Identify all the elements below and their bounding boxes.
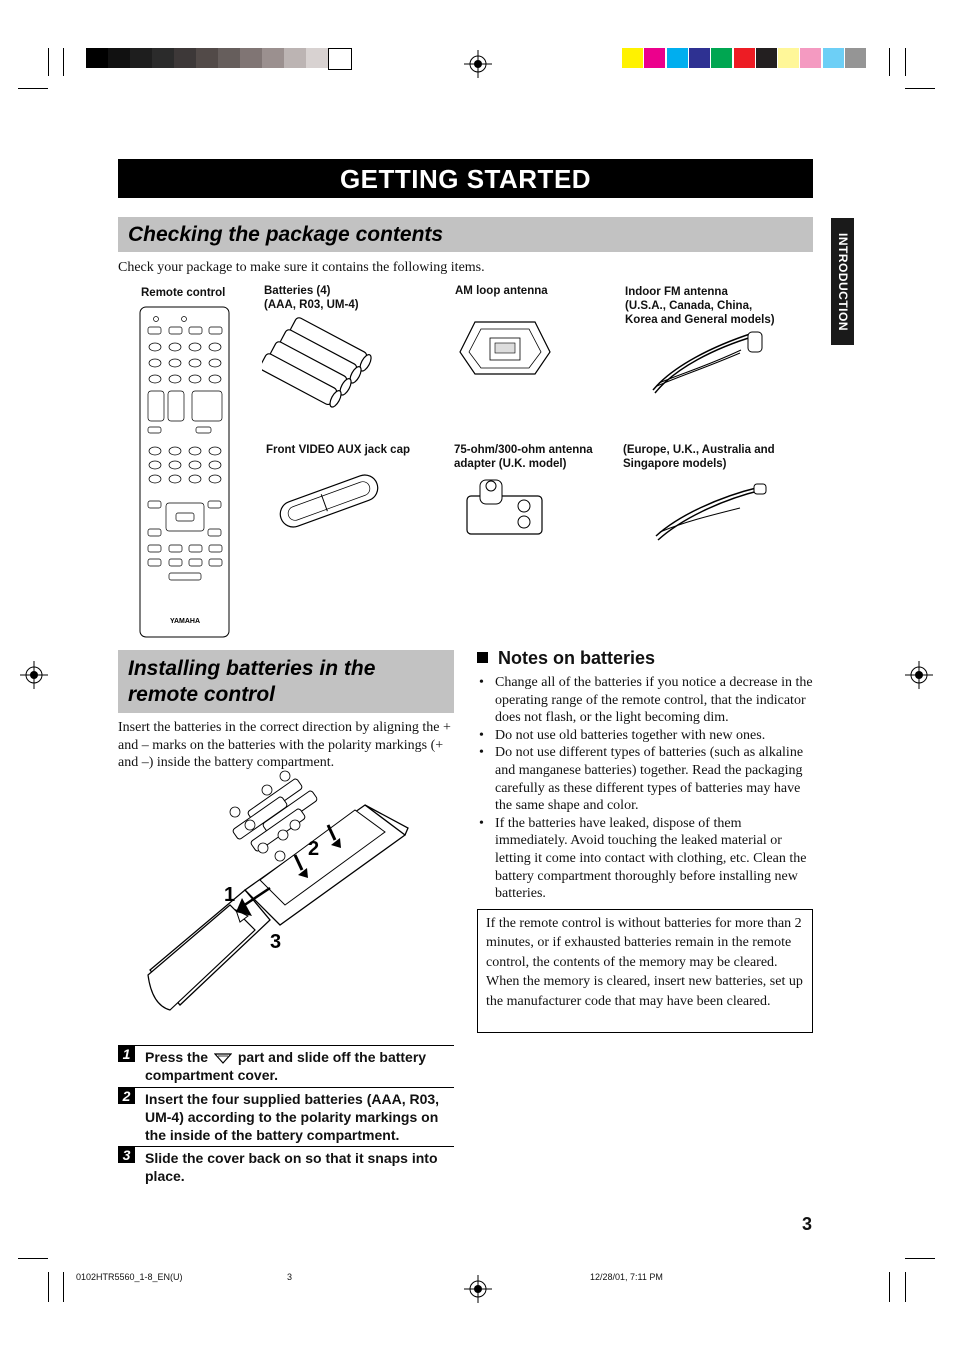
- grayscale-swatch: [174, 48, 196, 68]
- notes-list: [477, 674, 814, 903]
- label-antenna-adapter: 75-ohm/300-ohm antenna adapter (U.K. model): [454, 444, 593, 470]
- process-color-swatch: [823, 48, 844, 68]
- package-intro: Check your package to make sure it contains the following items.: [118, 260, 485, 275]
- figure-label-3: 3: [270, 931, 282, 953]
- process-color-swatch: [644, 48, 665, 68]
- step-2: [118, 1087, 454, 1146]
- registration-mark-left: [20, 661, 48, 689]
- grayscale-swatch: [284, 48, 306, 68]
- page-banner: GETTING STARTED: [118, 159, 813, 198]
- grayscale-swatch: [130, 48, 152, 68]
- remote-brand-logo: YAMAHA: [169, 618, 201, 625]
- step-1-number: 1: [118, 1046, 135, 1062]
- step-3: [118, 1146, 454, 1187]
- antenna-adapter-illustration: [462, 474, 552, 539]
- fm-antenna-illustration: [645, 328, 770, 403]
- notes-list-item: • If the batteries have leaked, dispose of them immediately. Avoid touching the leaked material or letting it come into contact with clothing, etc. Clean the battery compartment thoroughly before installing new batteries.: [477, 815, 814, 903]
- label-jack-cap: Front VIDEO AUX jack cap: [266, 444, 410, 456]
- label-fm-antenna: Indoor FM antenna (U.S.A., Canada, China, Korea and General models): [625, 286, 775, 326]
- registration-mark-right: [905, 661, 933, 689]
- step-2-number: 2: [118, 1088, 135, 1104]
- process-color-swatch: [689, 48, 710, 68]
- section-heading-batteries-text: Installing batteries in the remote control: [128, 657, 376, 706]
- notes-heading-text: Notes on batteries: [498, 648, 656, 668]
- figure-label-2: 2: [308, 838, 320, 860]
- process-color-swatch: [800, 48, 821, 68]
- footer-page: 3: [287, 1272, 293, 1282]
- step-3-text: Slide the cover back on so that it snaps into place.: [145, 1150, 438, 1184]
- batteries-intro: Insert the batteries in the correct direction by aligning the + and – marks on the batteries with the polarity markings (+ and –) inside the battery compartment.: [118, 720, 451, 771]
- notes-list-item: • Do not use different types of batteries (such as alkaline and manganese batteries) together. Read the packaging carefully as these different types of batteries may have the same shape and color.: [477, 744, 814, 814]
- am-loop-antenna-illustration: [455, 312, 555, 382]
- step-1-text-before: Press the: [145, 1049, 209, 1065]
- footer-date: 12/28/01, 7:11 PM: [590, 1272, 663, 1282]
- grayscale-swatch: [306, 48, 328, 68]
- jack-cap-illustration: [272, 470, 387, 532]
- triangle-mark-icon: [214, 1053, 232, 1064]
- grayscale-swatch: [108, 48, 130, 68]
- grayscale-swatch: [328, 48, 352, 70]
- process-color-swatch: [845, 48, 866, 68]
- grayscale-swatch: [262, 48, 284, 68]
- process-color-swatch: [711, 48, 732, 68]
- process-color-swatch: [667, 48, 688, 68]
- process-color-swatch: [622, 48, 643, 68]
- section-heading-package-text: Checking the package contents: [128, 223, 444, 246]
- step-1-text-after: part and slide off the battery compartment cover.: [145, 1049, 427, 1083]
- section-heading-batteries: [118, 650, 454, 713]
- grayscale-swatch: [152, 48, 174, 68]
- grayscale-swatch: [218, 48, 240, 68]
- step-1-text: [145, 1048, 450, 1084]
- batteries-illustration: [262, 315, 402, 415]
- notes-list-item: • Do not use old batteries together with new ones.: [477, 727, 814, 745]
- figure-label-1: 1: [224, 884, 236, 906]
- registration-mark-top: [464, 50, 492, 78]
- footer-file-name: 0102HTR5560_1-8_EN(U): [76, 1272, 183, 1282]
- memory-note-box: If the remote control is without batteries for more than 2 minutes, or if exhausted batteries remain in the remote control, the contents of the memory may be cleared. When the memory is cleared, insert new batteries, set up the manufacturer code that may have been cleared.: [477, 909, 813, 1033]
- grayscale-swatch: [240, 48, 262, 68]
- page-number: 3: [802, 1214, 813, 1234]
- side-tab-introduction: INTRODUCTION: [831, 218, 854, 345]
- notes-heading-square-icon: [477, 652, 488, 663]
- section-heading-package: [118, 217, 813, 252]
- step-3-number: 3: [118, 1147, 135, 1163]
- process-color-swatch: [778, 48, 799, 68]
- fm-antenna-eu-illustration: [650, 480, 770, 550]
- remote-control-illustration: [136, 305, 234, 640]
- process-color-swatch: [734, 48, 755, 68]
- step-1: [118, 1045, 454, 1086]
- label-fm-antenna-eu: (Europe, U.K., Australia and Singapore models): [623, 444, 775, 470]
- label-am-antenna: AM loop antenna: [455, 285, 548, 297]
- battery-installation-diagram: [140, 770, 440, 1040]
- registration-mark-bottom: [464, 1275, 492, 1303]
- step-2-text: Insert the four supplied batteries (AAA, R03, UM-4) according to the polarity markings on the inside of the battery compartment.: [145, 1091, 440, 1143]
- grayscale-swatch: [86, 48, 108, 68]
- label-batteries: Batteries (4) (AAA, R03, UM-4): [264, 285, 359, 311]
- grayscale-swatch: [196, 48, 218, 68]
- notes-heading: [477, 648, 655, 669]
- label-remote-control: Remote control: [141, 287, 226, 299]
- notes-list-item: • Change all of the batteries if you notice a decrease in the operating range of the remote control, that the indicator does not flash, or the light becoming dim.: [477, 674, 814, 727]
- process-color-swatch: [756, 48, 777, 68]
